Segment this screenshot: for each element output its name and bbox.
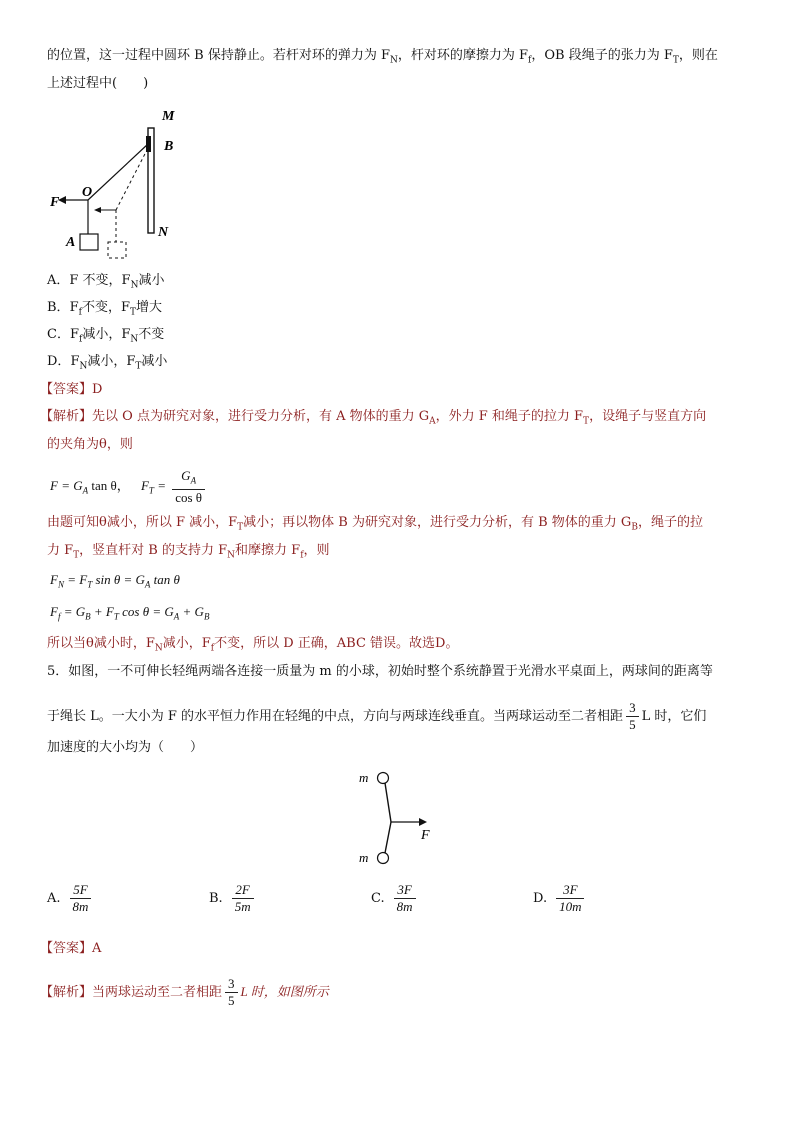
rope-lower: [385, 822, 391, 853]
label-m: M: [162, 109, 175, 124]
q4-option-a: A．F 不变，$F_N$减小: [47, 273, 165, 291]
q5-line-3: 加速度的大小均为（ ）: [47, 740, 204, 755]
q5-analysis: 【解析】当两球运动至二者相距 $\frac{3}{5}$ L 时，如图所示: [40, 976, 329, 1008]
arrowhead-left-icon: [94, 207, 101, 213]
dashed-rope: [116, 148, 148, 210]
dashed-block: [108, 242, 126, 258]
q4-conclusion: 所以当θ减小时，$F_N$减小，$F_f$不变，所以 D 正确，ABC 错误。故选D。: [47, 636, 459, 654]
equation-1: $F = G_A$ tan θ， $F_T$ = $\frac{G_A}{\text{cos θ}}$: [50, 468, 208, 507]
label-m-top: m: [359, 770, 369, 785]
q5-line-2: 于绳长 L。一大小为 F 的水平恒力作用在轻绳的中点，方向与两球连线垂直。当两球运动至二者相距 $\frac{3}{5}$ L 时，它们: [47, 700, 707, 732]
equation-3: $F_f = G_B + F_T$ $\cos \theta = G_A + G_B$: [50, 604, 210, 622]
ball-bottom: [378, 853, 389, 864]
q4-analysis-4: 力 $F_T$，竖直杆对 B 的支持力 $F_N$和摩擦力 $F_f$，则: [47, 543, 330, 561]
q4-answer: 【答案】D: [40, 382, 103, 397]
q4-option-d: D．$F_N$减小，$F_T$减小: [47, 354, 168, 372]
q5-answer: 【答案】A: [40, 941, 102, 956]
intro-line-1: 的位置，这一过程中圆环 B 保持静止。若杆对环的弹力为 $F_N$，杆对环的摩擦力为 $F_f$，OB 段绳子的张力为 $F_T$，则在: [47, 48, 718, 66]
q4-option-b: B．$F_f$不变，$F_T$增大: [47, 300, 162, 318]
ball-top: [378, 773, 389, 784]
q4-analysis-1: 【解析】先以 O 点为研究对象，进行受力分析，有 A 物体的重力 $G_A$，外力 F 和绳子的拉力 $F_T$，设绳子与竖直方向: [40, 409, 707, 427]
q5-option-d: D. $\frac{3F}{10m}$: [533, 882, 587, 915]
label-f: F: [50, 195, 60, 210]
label-n: N: [158, 225, 169, 240]
q4-analysis-3: 由题可知θ减小，所以 F 减小，$F_T$减小；再以物体 B 为研究对象，进行受力分析，有 B 物体的重力 $G_B$，绳子的拉: [47, 515, 703, 533]
q5-option-c: C. $\frac{3F}{8m}$: [371, 882, 419, 915]
label-b: B: [164, 139, 174, 154]
rope-ob: [88, 144, 148, 200]
rope-upper: [385, 783, 391, 822]
arrowhead-right-icon: [419, 818, 427, 826]
q4-analysis-2: 的夹角为θ，则: [47, 437, 133, 452]
q5-line-1: 5．如图，一不可伸长轻绳两端各连接一质量为 m 的小球，初始时整个系统静置于光滑水平桌面上，两球间的距离等: [47, 664, 713, 679]
two-ball-figure: [355, 766, 445, 868]
q5-option-b: B. $\frac{2F}{5m}$: [209, 882, 257, 915]
label-a: A: [66, 235, 76, 250]
label-force: F: [421, 828, 430, 843]
q4-option-c: C．$F_f$减小，$F_N$不变: [47, 327, 165, 345]
q5-option-a: A. $\frac{5F}{8m}$: [47, 882, 94, 915]
block-a: [80, 234, 98, 250]
label-m-bottom: m: [359, 850, 369, 865]
rod-ring-figure: [48, 104, 188, 262]
label-o: O: [82, 185, 93, 200]
equation-2: $F_N = F_T$ $\sin \theta = G_A$ tan θ: [50, 572, 180, 590]
intro-line-2: 上述过程中( ): [47, 76, 149, 91]
